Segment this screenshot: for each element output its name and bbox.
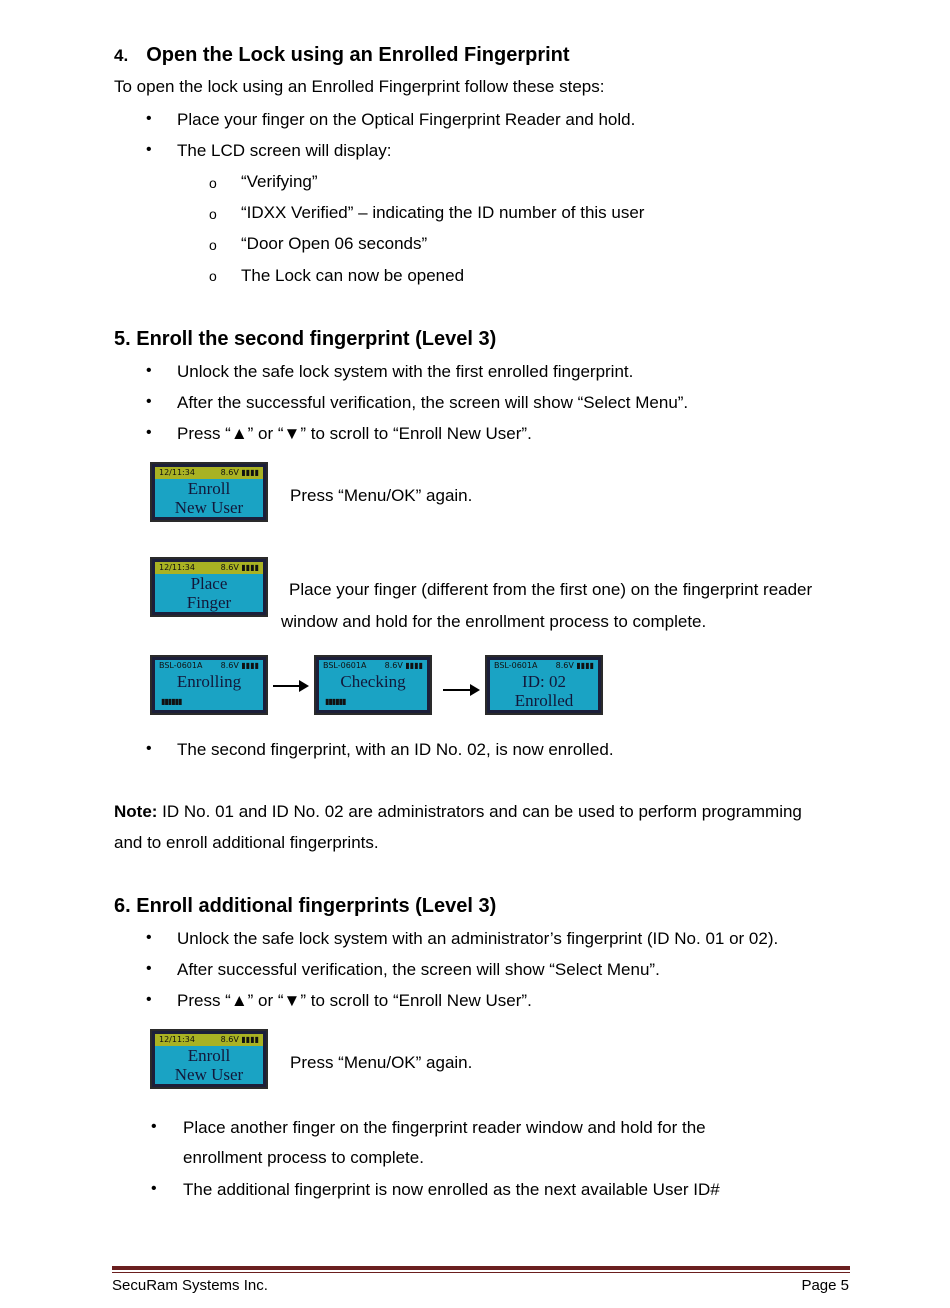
battery-icon: ▮▮▮▮	[241, 661, 259, 670]
lcd-place-finger	[150, 557, 268, 617]
note-text-1: ID No. 01 and ID No. 02 are administrators and can be used to perform programming	[157, 802, 802, 821]
bullet-icon: •	[146, 960, 152, 977]
lcd2-caption-line-2: window and hold for the enrollment process to complete.	[281, 612, 707, 631]
lcd2-caption-line-1: Place your finger (different from the first one) on the fingerprint reader	[289, 580, 813, 599]
s5-bullet-1: Unlock the safe lock system with the first enrolled fingerprint.	[177, 362, 634, 381]
battery-icon: ▮▮▮▮	[405, 661, 423, 670]
bullet-icon: •	[146, 393, 152, 410]
battery-icon: ▮▮▮▮	[241, 1035, 259, 1044]
lcd-checking	[314, 655, 432, 715]
progress-icon: ▮▮▮▮▮▮	[325, 697, 346, 706]
lcd-status-bar	[155, 1034, 263, 1046]
footer-company: SecuRam Systems Inc.	[112, 1277, 268, 1294]
lcd-line-1: Checking	[340, 672, 406, 691]
s4-bullet-2: The LCD screen will display:	[177, 141, 392, 160]
arrow-right-icon	[443, 689, 470, 691]
lcd-id-enrolled	[485, 655, 603, 715]
circle-bullet-icon: o	[209, 237, 217, 253]
lcd-status-bar	[155, 467, 263, 479]
lcd-line-1: Enroll	[187, 1046, 231, 1065]
lcd-voltage: 8.6V	[220, 563, 239, 572]
lcd-enroll-new-user	[150, 462, 268, 522]
lcd-time: 12/11:34	[159, 1035, 195, 1044]
lcd-voltage: 8.6V	[384, 661, 403, 670]
lcd-time: 12/11:34	[159, 468, 195, 477]
lcd-model: BSL-0601A	[159, 661, 203, 670]
lcd-voltage: 8.6V	[220, 468, 239, 477]
lcd-voltage: 8.6V	[220, 1035, 239, 1044]
lcd-line-1: Place	[190, 574, 228, 593]
lcd-line-2: New User	[174, 1065, 244, 1084]
lcd-enroll-new-user-2	[150, 1029, 268, 1089]
bullet-icon: •	[146, 740, 152, 757]
note-label: Note:	[114, 802, 158, 821]
lcd-status-bar	[155, 562, 263, 574]
circle-bullet-icon: o	[209, 268, 217, 284]
bullet-icon: •	[151, 1118, 157, 1135]
circle-bullet-icon: o	[209, 206, 217, 222]
bullet-icon: •	[146, 991, 152, 1008]
lcd-enrolling	[150, 655, 268, 715]
section-4-number: 4.	[114, 46, 129, 65]
lcd-line-2: Finger	[186, 593, 232, 612]
s4-subbullet-2: “IDXX Verified” – indicating the ID number of this user	[241, 203, 645, 222]
s5-bullet-2: After the successful verification, the screen will show “Select Menu”.	[177, 393, 689, 412]
arrow-right-icon	[273, 685, 299, 687]
lcd-line-2: Enrolled	[514, 691, 574, 710]
lcd-line-1: Enrolling	[176, 672, 242, 691]
lcd-voltage: 8.6V	[555, 661, 574, 670]
footer-rule-thin	[112, 1272, 850, 1273]
s6-bullet-1: Unlock the safe lock system with an administrator’s fingerprint (ID No. 01 or 02).	[177, 929, 779, 948]
bullet-icon: •	[146, 110, 152, 127]
lcd-status-bar	[155, 660, 263, 672]
lcd-line-2: New User	[174, 498, 244, 517]
note-line-1	[114, 802, 802, 822]
bullet-icon: •	[146, 141, 152, 158]
battery-icon: ▮▮▮▮	[241, 563, 259, 572]
section-4-title: Open the Lock using an Enrolled Fingerprint	[146, 44, 570, 66]
bullet-icon: •	[146, 362, 152, 379]
bullet-icon: •	[146, 929, 152, 946]
lcd-voltage: 8.6V	[220, 661, 239, 670]
s5-final-bullet: The second fingerprint, with an ID No. 02, is now enrolled.	[177, 740, 614, 759]
section-4-heading	[114, 44, 570, 67]
section-4-intro: To open the lock using an Enrolled Fingerprint follow these steps:	[114, 77, 605, 96]
battery-icon: ▮▮▮▮	[576, 661, 594, 670]
arrow-head-icon	[299, 680, 309, 692]
section-6-heading: 6. Enroll additional fingerprints (Level 3)	[114, 895, 497, 917]
lcd1-caption: Press “Menu/OK” again.	[290, 486, 473, 505]
bullet-icon: •	[146, 424, 152, 441]
s4-bullet-1: Place your finger on the Optical Fingerprint Reader and hold.	[177, 110, 636, 129]
s6-bullet-5: The additional fingerprint is now enrolled as the next available User ID#	[183, 1180, 720, 1199]
s6-bullet-3: Press “▲” or “▼” to scroll to “Enroll New User”.	[177, 991, 532, 1010]
s6-bullet-4-line-1: Place another finger on the fingerprint reader window and hold for the	[183, 1118, 706, 1137]
lcd-line-1: Enroll	[187, 479, 231, 498]
lcd6-caption: Press “Menu/OK” again.	[290, 1053, 473, 1072]
bullet-icon: •	[151, 1180, 157, 1197]
battery-icon: ▮▮▮▮	[241, 468, 259, 477]
lcd-time: 12/11:34	[159, 563, 195, 572]
arrow-head-icon	[470, 684, 480, 696]
s6-bullet-2: After successful verification, the screen will show “Select Menu”.	[177, 960, 660, 979]
lcd-status-bar	[490, 660, 598, 672]
footer-rule	[112, 1266, 850, 1270]
circle-bullet-icon: o	[209, 175, 217, 191]
lcd-model: BSL-0601A	[323, 661, 367, 670]
s6-bullet-4-line-2: enrollment process to complete.	[183, 1148, 424, 1167]
s5-bullet-3: Press “▲” or “▼” to scroll to “Enroll New User”.	[177, 424, 532, 443]
footer-page-number: Page 5	[801, 1277, 849, 1294]
s4-subbullet-4: The Lock can now be opened	[241, 266, 465, 285]
note-line-2: and to enroll additional fingerprints.	[114, 833, 379, 852]
lcd-model: BSL-0601A	[494, 661, 538, 670]
progress-icon: ▮▮▮▮▮▮	[161, 697, 182, 706]
s4-subbullet-1: “Verifying”	[241, 172, 318, 191]
section-5-heading: 5. Enroll the second fingerprint (Level 3)	[114, 328, 497, 350]
s4-subbullet-3: “Door Open 06 seconds”	[241, 234, 428, 253]
lcd-status-bar	[319, 660, 427, 672]
lcd-line-1: ID: 02	[522, 672, 566, 691]
